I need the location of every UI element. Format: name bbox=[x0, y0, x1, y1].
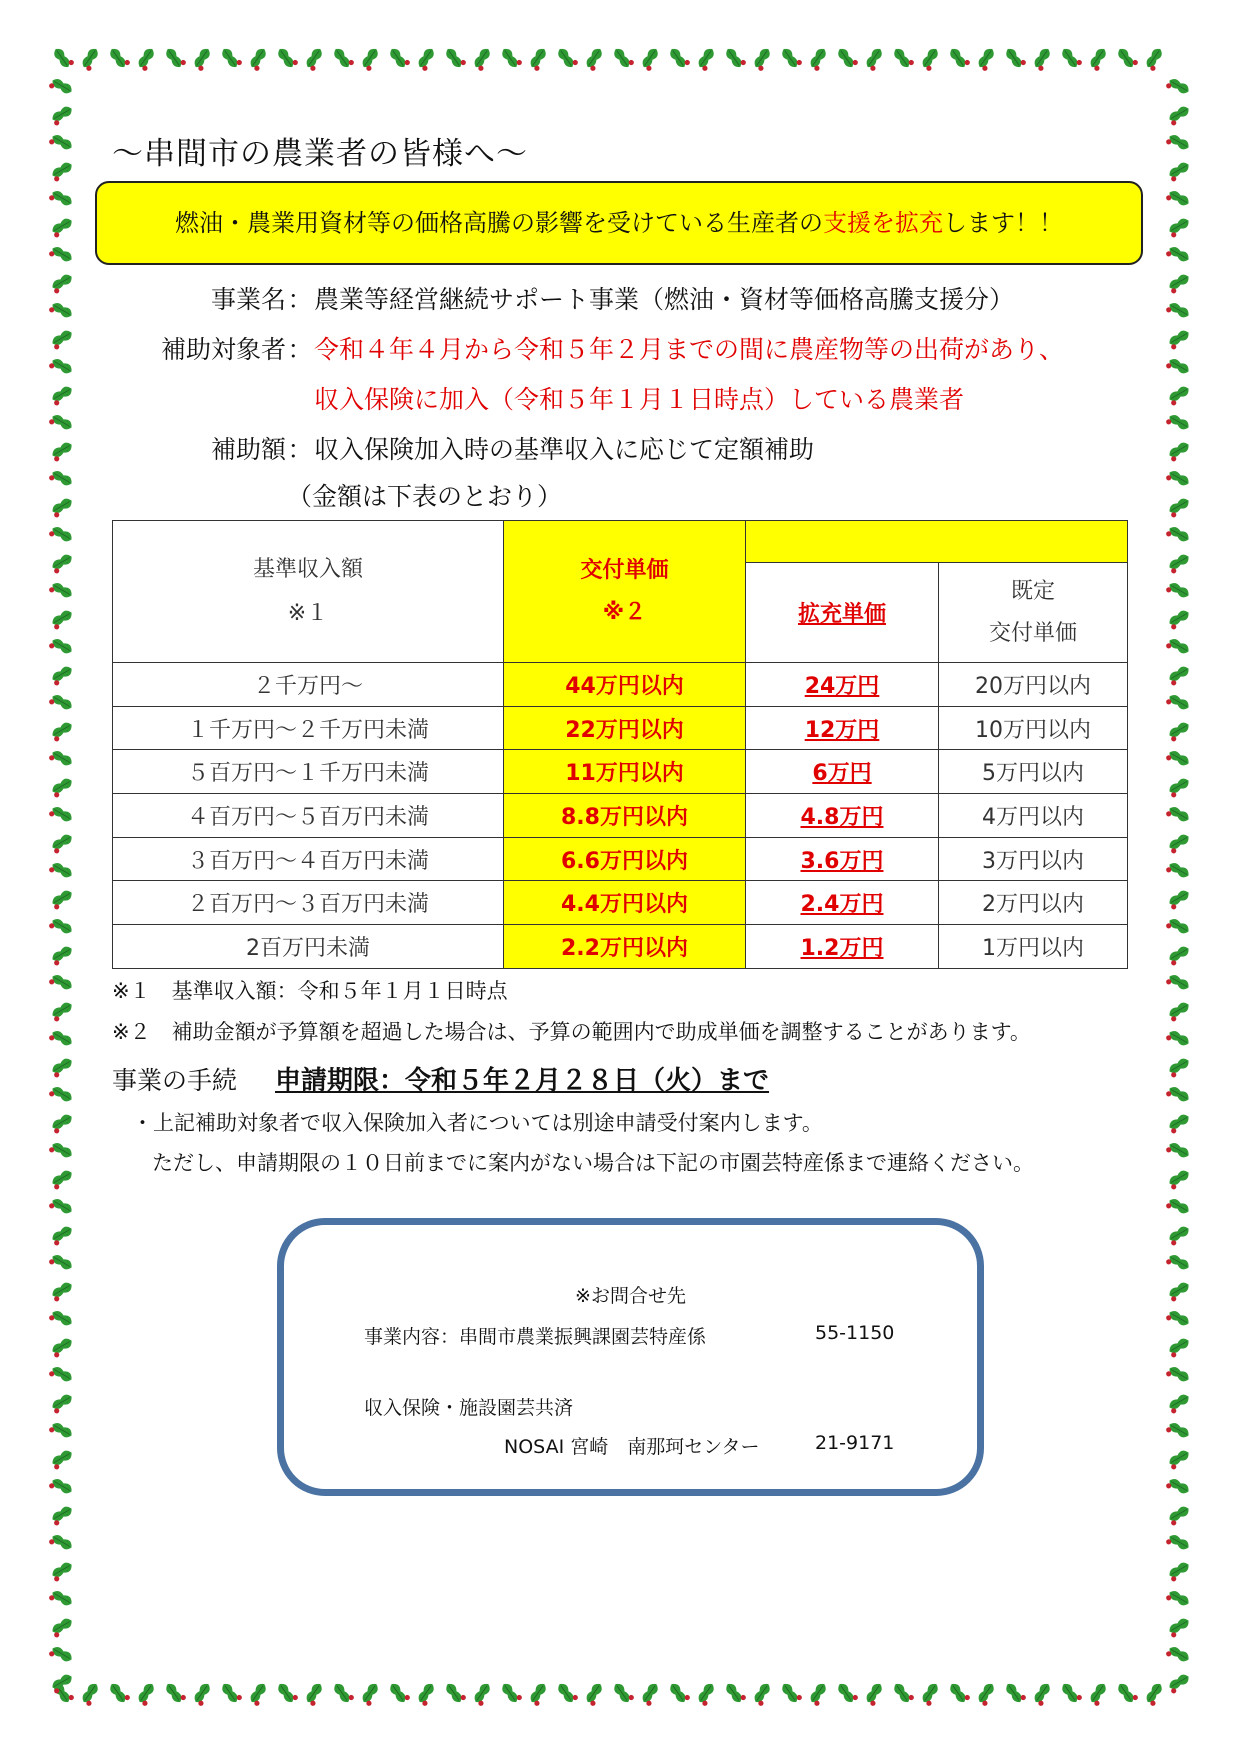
holly-leaf-icon bbox=[49, 496, 75, 518]
separator: ： bbox=[287, 285, 313, 314]
holly-leaf-icon bbox=[48, 1084, 74, 1106]
holly-leaf-icon bbox=[48, 1644, 74, 1666]
holly-leaf-icon bbox=[1031, 46, 1054, 72]
holly-leaf-icon bbox=[276, 45, 299, 71]
holly-leaf-icon bbox=[948, 1680, 971, 1706]
holly-leaf-icon bbox=[1166, 384, 1192, 406]
holly-leaf-icon bbox=[1166, 1000, 1192, 1022]
holly-leaf-icon bbox=[135, 1681, 158, 1707]
holly-leaf-icon bbox=[164, 45, 187, 71]
holly-leaf-icon bbox=[1166, 944, 1192, 966]
holly-leaf-icon bbox=[527, 1681, 550, 1707]
holly-leaf-icon bbox=[48, 1420, 74, 1442]
table-body bbox=[113, 663, 1128, 969]
holly-leaf-icon bbox=[49, 1672, 75, 1694]
holly-leaf-icon bbox=[108, 1680, 131, 1706]
holly-leaf-icon bbox=[247, 46, 270, 72]
holly-leaf-icon bbox=[1166, 160, 1192, 182]
holly-leaf-icon bbox=[1060, 45, 1083, 71]
holly-leaf-icon bbox=[1165, 1588, 1191, 1610]
extended-price-cell: 1.2万円 bbox=[746, 925, 939, 969]
holly-leaf-icon bbox=[919, 1681, 942, 1707]
holly-leaf-icon bbox=[49, 440, 75, 462]
banner-text: 燃油・農業用資材等の価格高騰の影響を受けている生産者の bbox=[175, 209, 823, 237]
holly-leaf-icon bbox=[527, 46, 550, 72]
announcement-banner bbox=[95, 181, 1143, 265]
extended-price-cell: 3.6万円 bbox=[746, 837, 939, 881]
contact-department: 事業内容：串間市農業振興課園芸特産係 bbox=[364, 1326, 707, 1348]
holly-leaf-icon bbox=[863, 1681, 886, 1707]
project-name-value: 農業等経営継続サポート事業（燃油・資材等価格高騰支援分） bbox=[314, 285, 1015, 314]
holly-leaf-icon bbox=[500, 1680, 523, 1706]
amount-row bbox=[112, 431, 814, 469]
holly-leaf-icon bbox=[48, 1532, 74, 1554]
holly-leaf-icon bbox=[1166, 1336, 1192, 1358]
holly-leaf-icon bbox=[49, 1280, 75, 1302]
holly-leaf-icon bbox=[1087, 1681, 1110, 1707]
holly-leaf-icon bbox=[49, 1504, 75, 1526]
holly-leaf-icon bbox=[135, 46, 158, 72]
holly-leaf-icon bbox=[1165, 1532, 1191, 1554]
holly-leaf-icon bbox=[1031, 1681, 1054, 1707]
holly-leaf-icon bbox=[1166, 1616, 1192, 1638]
holly-leaf-icon bbox=[1116, 1680, 1139, 1706]
separator: ： bbox=[287, 335, 313, 364]
holly-leaf-icon bbox=[1165, 748, 1191, 770]
holly-leaf-icon bbox=[247, 1681, 270, 1707]
unit-price-cell: 8.8万円以内 bbox=[504, 794, 746, 838]
holly-leaf-icon bbox=[49, 552, 75, 574]
holly-leaf-icon bbox=[1165, 1644, 1191, 1666]
holly-leaf-icon bbox=[1165, 300, 1191, 322]
holly-leaf-icon bbox=[49, 720, 75, 742]
holly-leaf-icon bbox=[724, 45, 747, 71]
procedure-label: 事業の手続 bbox=[112, 1066, 238, 1095]
header-existing-label-1: 既定 bbox=[1010, 578, 1055, 604]
income-cell: １千万円～２千万円未満 bbox=[113, 706, 504, 750]
holly-leaf-icon bbox=[1166, 104, 1192, 126]
income-cell: ４百万円～５百万円未満 bbox=[113, 794, 504, 838]
existing-price-cell: 10万円以内 bbox=[939, 706, 1128, 750]
eligibility-row bbox=[112, 331, 1064, 369]
holly-leaf-icon bbox=[1166, 1112, 1192, 1134]
extended-price-cell: 12万円 bbox=[746, 706, 939, 750]
holly-leaf-icon bbox=[108, 45, 131, 71]
header-unit-label: 交付単価 bbox=[580, 557, 669, 583]
holly-leaf-icon bbox=[49, 664, 75, 686]
holly-leaf-icon bbox=[1166, 1168, 1192, 1190]
holly-leaf-icon bbox=[612, 1680, 635, 1706]
banner-highlight: 支援を拡充 bbox=[823, 209, 943, 237]
project-name-label: 事業名 bbox=[210, 285, 286, 314]
income-cell: ５百万円～１千万円未満 bbox=[113, 750, 504, 794]
holly-leaf-icon bbox=[1166, 1056, 1192, 1078]
holly-leaf-icon bbox=[1143, 1681, 1166, 1707]
holly-leaf-icon bbox=[48, 188, 74, 210]
holly-leaf-icon bbox=[612, 45, 635, 71]
holly-leaf-icon bbox=[1165, 1028, 1191, 1050]
holly-leaf-icon bbox=[49, 1224, 75, 1246]
holly-leaf-icon bbox=[49, 272, 75, 294]
holly-leaf-icon bbox=[751, 1681, 774, 1707]
holly-leaf-icon bbox=[1166, 1392, 1192, 1414]
holly-leaf-icon bbox=[1166, 1504, 1192, 1526]
footnote-1: ※１ 基準収入額：令和５年１月１日時点 bbox=[112, 979, 508, 1003]
holly-leaf-icon bbox=[48, 412, 74, 434]
holly-leaf-icon bbox=[415, 46, 438, 72]
holly-leaf-icon bbox=[1165, 1476, 1191, 1498]
holly-leaf-icon bbox=[191, 46, 214, 72]
procedure-line-1: ・上記補助対象者で収入保険加入者については別途申請受付案内します。 bbox=[132, 1111, 823, 1135]
holly-leaf-icon bbox=[836, 1680, 859, 1706]
holly-leaf-icon bbox=[48, 244, 74, 266]
holly-leaf-icon bbox=[49, 1056, 75, 1078]
holly-leaf-icon bbox=[48, 524, 74, 546]
holly-leaf-icon bbox=[48, 972, 74, 994]
header-unit-note: ※２ bbox=[602, 599, 647, 625]
holly-leaf-icon bbox=[415, 1681, 438, 1707]
holly-leaf-icon bbox=[1166, 272, 1192, 294]
holly-leaf-icon bbox=[975, 46, 998, 72]
holly-leaf-icon bbox=[1166, 216, 1192, 238]
contact-box bbox=[277, 1218, 984, 1496]
holly-leaf-icon bbox=[303, 46, 326, 72]
holly-leaf-icon bbox=[49, 1000, 75, 1022]
holly-leaf-icon bbox=[695, 1681, 718, 1707]
holly-leaf-icon bbox=[1166, 1448, 1192, 1470]
header-income-label: 基準収入額 bbox=[252, 556, 363, 582]
holly-leaf-icon bbox=[1165, 1308, 1191, 1330]
holly-leaf-icon bbox=[583, 1681, 606, 1707]
holly-leaf-icon bbox=[1166, 1224, 1192, 1246]
existing-price-cell: 1万円以内 bbox=[939, 925, 1128, 969]
holly-leaf-icon bbox=[49, 1448, 75, 1470]
holly-leaf-icon bbox=[1165, 356, 1191, 378]
holly-leaf-icon bbox=[1116, 45, 1139, 71]
holly-leaf-icon bbox=[49, 384, 75, 406]
holly-leaf-icon bbox=[975, 1681, 998, 1707]
holly-leaf-icon bbox=[1060, 1680, 1083, 1706]
holly-leaf-icon bbox=[780, 1680, 803, 1706]
extended-price-cell: 6万円 bbox=[746, 750, 939, 794]
holly-leaf-icon bbox=[1143, 46, 1166, 72]
extended-price-cell: 24万円 bbox=[746, 663, 939, 707]
holly-leaf-icon bbox=[359, 46, 382, 72]
extended-price-cell: 4.8万円 bbox=[746, 794, 939, 838]
holly-leaf-icon bbox=[1165, 1084, 1191, 1106]
header-income bbox=[113, 521, 504, 663]
holly-leaf-icon bbox=[48, 468, 74, 490]
table-row bbox=[113, 837, 1128, 881]
income-cell: 2百万円未満 bbox=[113, 925, 504, 969]
holly-leaf-icon bbox=[863, 46, 886, 72]
holly-leaf-icon bbox=[49, 1168, 75, 1190]
holly-leaf-icon bbox=[49, 216, 75, 238]
holly-leaf-icon bbox=[1165, 972, 1191, 994]
holly-leaf-icon bbox=[1165, 1196, 1191, 1218]
unit-price-cell: 4.4万円以内 bbox=[504, 881, 746, 925]
amount-line-2: （金額は下表のとおり） bbox=[287, 482, 563, 511]
holly-leaf-icon bbox=[1166, 328, 1192, 350]
holly-leaf-icon bbox=[48, 132, 74, 154]
contact-title: ※お問合せ先 bbox=[575, 1285, 686, 1307]
holly-leaf-icon bbox=[164, 1680, 187, 1706]
holly-leaf-icon bbox=[49, 1112, 75, 1134]
holly-leaf-icon bbox=[49, 1616, 75, 1638]
contact-center: NOSAI 宮崎 南那珂センター bbox=[504, 1436, 760, 1458]
holly-leaf-icon bbox=[49, 328, 75, 350]
holly-leaf-icon bbox=[49, 160, 75, 182]
holly-leaf-icon bbox=[1166, 608, 1192, 630]
holly-leaf-icon bbox=[1165, 636, 1191, 658]
existing-price-cell: 4万円以内 bbox=[939, 794, 1128, 838]
holly-leaf-icon bbox=[1165, 244, 1191, 266]
holly-leaf-icon bbox=[49, 832, 75, 854]
holly-leaf-icon bbox=[1165, 1252, 1191, 1274]
holly-leaf-icon bbox=[1166, 552, 1192, 574]
holly-leaf-icon bbox=[220, 1680, 243, 1706]
holly-leaf-icon bbox=[695, 46, 718, 72]
holly-leaf-icon bbox=[639, 1681, 662, 1707]
holly-leaf-icon bbox=[276, 1680, 299, 1706]
table-row bbox=[113, 925, 1128, 969]
unit-price-cell: 11万円以内 bbox=[504, 750, 746, 794]
holly-leaf-icon bbox=[49, 944, 75, 966]
holly-leaf-icon bbox=[668, 45, 691, 71]
holly-leaf-icon bbox=[1166, 496, 1192, 518]
holly-leaf-icon bbox=[1004, 1680, 1027, 1706]
holly-leaf-icon bbox=[48, 916, 74, 938]
holly-leaf-icon bbox=[48, 1140, 74, 1162]
holly-leaf-icon bbox=[49, 1560, 75, 1582]
contact-insurance: 収入保険・施設園芸共済 bbox=[364, 1397, 574, 1419]
holly-leaf-icon bbox=[471, 1681, 494, 1707]
holly-leaf-icon bbox=[332, 45, 355, 71]
holly-leaf-icon bbox=[332, 1680, 355, 1706]
header-existing-label-2: 交付単価 bbox=[988, 620, 1077, 646]
header-yellow-band bbox=[746, 521, 1128, 563]
income-cell: ３百万円～４百万円未満 bbox=[113, 837, 504, 881]
footnote-2: ※２ 補助金額が予算額を超過した場合は、予算の範囲内で助成単価を調整することがあります。 bbox=[112, 1020, 1031, 1044]
holly-leaf-icon bbox=[1165, 188, 1191, 210]
holly-leaf-icon bbox=[303, 1681, 326, 1707]
holly-leaf-icon bbox=[48, 1196, 74, 1218]
holly-leaf-icon bbox=[52, 1680, 75, 1706]
holly-leaf-icon bbox=[1166, 720, 1192, 742]
unit-price-cell: 44万円以内 bbox=[504, 663, 746, 707]
holly-leaf-icon bbox=[48, 1028, 74, 1050]
holly-leaf-icon bbox=[48, 356, 74, 378]
holly-leaf-icon bbox=[556, 45, 579, 71]
holly-leaf-icon bbox=[359, 1681, 382, 1707]
holly-leaf-icon bbox=[49, 1392, 75, 1414]
holly-leaf-icon bbox=[49, 888, 75, 910]
eligibility-line-2: 収入保険に加入（令和５年１月１日時点）している農業者 bbox=[314, 385, 965, 414]
holly-leaf-icon bbox=[48, 300, 74, 322]
eligibility-line-1: 令和４年４月から令和５年２月までの間に農産物等の出荷があり、 bbox=[314, 335, 1065, 364]
holly-leaf-icon bbox=[724, 1680, 747, 1706]
procedure-line-2: ただし、申請期限の１０日前までに案内がない場合は下記の市園芸特産係まで連絡ください。 bbox=[152, 1151, 1034, 1175]
holly-leaf-icon bbox=[79, 46, 102, 72]
holly-leaf-icon bbox=[48, 1308, 74, 1330]
table-row bbox=[113, 750, 1128, 794]
holly-leaf-icon bbox=[1166, 1560, 1192, 1582]
holly-leaf-icon bbox=[807, 46, 830, 72]
holly-leaf-icon bbox=[751, 46, 774, 72]
holly-leaf-icon bbox=[444, 45, 467, 71]
holly-leaf-icon bbox=[1087, 46, 1110, 72]
extended-price-cell: 2.4万円 bbox=[746, 881, 939, 925]
existing-price-cell: 3万円以内 bbox=[939, 837, 1128, 881]
holly-leaf-icon bbox=[48, 804, 74, 826]
holly-leaf-icon bbox=[49, 104, 75, 126]
header-extended-unit: 拡充単価 bbox=[746, 563, 939, 663]
holly-leaf-icon bbox=[1166, 664, 1192, 686]
holly-leaf-icon bbox=[1166, 888, 1192, 910]
table-row bbox=[113, 794, 1128, 838]
holly-leaf-icon bbox=[48, 1588, 74, 1610]
holly-leaf-icon bbox=[48, 76, 74, 98]
holly-leaf-icon bbox=[1165, 412, 1191, 434]
holly-leaf-icon bbox=[48, 1252, 74, 1274]
holly-leaf-icon bbox=[1165, 692, 1191, 714]
holly-leaf-icon bbox=[52, 45, 75, 71]
banner-ending: します！！ bbox=[943, 209, 1063, 237]
holly-leaf-icon bbox=[1165, 916, 1191, 938]
table-row bbox=[113, 706, 1128, 750]
contact-department-phone: 55-1150 bbox=[815, 1322, 895, 1344]
holly-leaf-icon bbox=[780, 45, 803, 71]
amount-label: 補助額 bbox=[210, 435, 286, 464]
holly-leaf-icon bbox=[1166, 776, 1192, 798]
income-cell: ２千万円～ bbox=[113, 663, 504, 707]
holly-leaf-icon bbox=[668, 1680, 691, 1706]
page-title: ～串間市の農業者の皆様へ～ bbox=[112, 136, 528, 172]
holly-leaf-icon bbox=[1165, 524, 1191, 546]
holly-leaf-icon bbox=[1165, 580, 1191, 602]
holly-leaf-icon bbox=[836, 45, 859, 71]
holly-leaf-icon bbox=[1165, 860, 1191, 882]
holly-leaf-icon bbox=[48, 1476, 74, 1498]
unit-price-cell: 22万円以内 bbox=[504, 706, 746, 750]
holly-leaf-icon bbox=[1165, 76, 1191, 98]
contact-center-phone: 21-9171 bbox=[815, 1432, 895, 1454]
application-deadline: 申請期限：令和５年２月２８日（火）まで bbox=[275, 1066, 770, 1096]
holly-leaf-icon bbox=[1166, 1280, 1192, 1302]
holly-leaf-icon bbox=[49, 776, 75, 798]
holly-leaf-icon bbox=[48, 636, 74, 658]
amount-line-1: 収入保険加入時の基準収入に応じて定額補助 bbox=[314, 435, 815, 464]
holly-leaf-icon bbox=[444, 1680, 467, 1706]
existing-price-cell: 20万円以内 bbox=[939, 663, 1128, 707]
holly-leaf-icon bbox=[807, 1681, 830, 1707]
holly-leaf-icon bbox=[49, 1336, 75, 1358]
holly-leaf-icon bbox=[1166, 832, 1192, 854]
holly-leaf-icon bbox=[1166, 440, 1192, 462]
holly-leaf-icon bbox=[500, 45, 523, 71]
holly-leaf-icon bbox=[191, 1681, 214, 1707]
table-row bbox=[113, 881, 1128, 925]
holly-leaf-icon bbox=[48, 860, 74, 882]
holly-leaf-icon bbox=[1166, 1672, 1192, 1694]
holly-leaf-icon bbox=[1165, 1364, 1191, 1386]
holly-leaf-icon bbox=[639, 46, 662, 72]
holly-leaf-icon bbox=[1165, 132, 1191, 154]
holly-leaf-icon bbox=[1165, 1140, 1191, 1162]
unit-price-cell: 2.2万円以内 bbox=[504, 925, 746, 969]
holly-leaf-icon bbox=[919, 46, 942, 72]
holly-leaf-icon bbox=[1165, 468, 1191, 490]
holly-leaf-icon bbox=[556, 1680, 579, 1706]
existing-price-cell: 2万円以内 bbox=[939, 881, 1128, 925]
holly-leaf-icon bbox=[892, 1680, 915, 1706]
unit-price-cell: 6.6万円以内 bbox=[504, 837, 746, 881]
eligibility-label: 補助対象者 bbox=[160, 335, 286, 364]
holly-leaf-icon bbox=[892, 45, 915, 71]
holly-leaf-icon bbox=[388, 1680, 411, 1706]
holly-leaf-icon bbox=[48, 692, 74, 714]
holly-leaf-icon bbox=[471, 46, 494, 72]
procedure-heading bbox=[112, 1060, 769, 1097]
holly-leaf-icon bbox=[388, 45, 411, 71]
holly-leaf-icon bbox=[48, 580, 74, 602]
holly-leaf-icon bbox=[1004, 45, 1027, 71]
table-row bbox=[113, 663, 1128, 707]
holly-leaf-icon bbox=[948, 45, 971, 71]
holly-leaf-icon bbox=[48, 748, 74, 770]
holly-leaf-icon bbox=[49, 608, 75, 630]
holly-leaf-icon bbox=[48, 1364, 74, 1386]
existing-price-cell: 5万円以内 bbox=[939, 750, 1128, 794]
holly-leaf-icon bbox=[1165, 1420, 1191, 1442]
holly-leaf-icon bbox=[583, 46, 606, 72]
header-unit bbox=[504, 521, 746, 663]
project-name-row bbox=[112, 281, 1014, 319]
header-existing-unit bbox=[939, 563, 1128, 663]
income-cell: ２百万円～３百万円未満 bbox=[113, 881, 504, 925]
subsidy-table bbox=[112, 520, 1128, 969]
holly-leaf-icon bbox=[79, 1681, 102, 1707]
holly-leaf-icon bbox=[220, 45, 243, 71]
separator: ： bbox=[287, 435, 313, 464]
header-income-note: ※１ bbox=[287, 600, 329, 626]
holly-leaf-icon bbox=[1165, 804, 1191, 826]
